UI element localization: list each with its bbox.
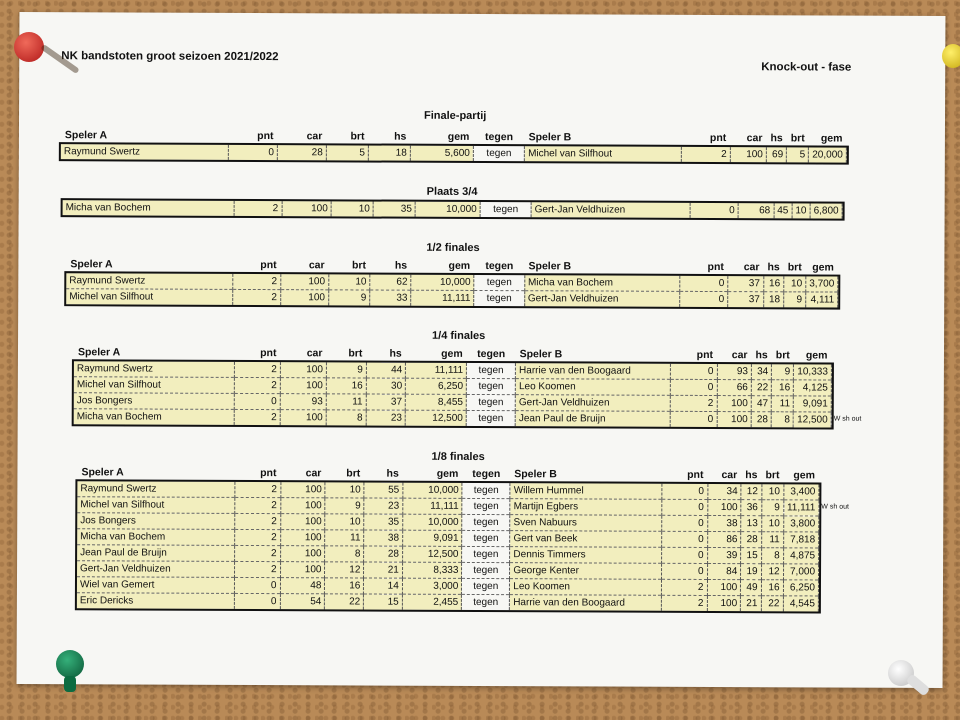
average-b: 7,000 (783, 564, 819, 580)
column-header-hs: hs (755, 349, 768, 362)
column-header-gem: gem (793, 469, 815, 482)
points-b: 0 (662, 547, 707, 563)
player-a: Raymund Swertz (74, 361, 234, 377)
turns-a: 16 (326, 378, 366, 394)
average-b: 3,400 (783, 484, 819, 500)
average-a: 11,111 (406, 363, 467, 379)
turns-b: 10 (761, 484, 783, 500)
player-b: Gert-Jan Veldhuizen (515, 395, 670, 412)
caramboles-a: 100 (280, 562, 325, 578)
column-header-gem: gem (447, 130, 470, 143)
caramboles-a: 100 (280, 290, 328, 306)
column-header-pnt: pnt (257, 130, 274, 143)
high-series-a: 62 (370, 275, 411, 291)
match-rows (61, 144, 847, 162)
section-title-halve: 1/2 finales (426, 241, 480, 254)
high-series-b: 49 (741, 580, 761, 596)
average-b: 4,545 (783, 596, 819, 612)
points-a: 2 (235, 545, 280, 561)
column-header-brt: brt (790, 132, 805, 145)
high-series-a: 21 (364, 562, 403, 578)
table-kwart (74, 345, 862, 427)
turns-b: 11 (772, 396, 794, 412)
versus-label: tegen (466, 410, 515, 426)
player-b: Martijn Egbers (510, 499, 662, 516)
high-series-b: 28 (751, 412, 771, 428)
column-header-hs: hs (767, 261, 780, 274)
yellow-pushpin-icon (942, 44, 960, 68)
column-header-hs: hs (394, 130, 407, 143)
average-b: 6,800 (810, 203, 842, 218)
points-b: 0 (671, 379, 717, 395)
player-a: Jos Bongers (74, 393, 234, 410)
average-a: 11,111 (411, 290, 474, 306)
column-header-gem: gem (805, 349, 828, 362)
points-a: 0 (235, 593, 280, 609)
table-row (61, 144, 847, 162)
caramboles-b: 93 (717, 364, 752, 380)
versus-label: tegen (473, 146, 524, 161)
points-b: 2 (662, 579, 707, 595)
column-header-pnt: pnt (707, 260, 724, 274)
average-a: 12,500 (402, 546, 462, 562)
high-series-b: 21 (741, 596, 761, 612)
high-series-b: 28 (741, 532, 761, 548)
player-b: Michel van Silfhout (525, 146, 682, 162)
caramboles-a: 100 (281, 274, 329, 290)
versus-label: tegen (462, 562, 510, 578)
section-title-kwart: 1/4 finales (432, 329, 486, 343)
average-a: 8,455 (406, 394, 467, 410)
section-title-plaats34: Plaats 3/4 (426, 185, 478, 198)
column-header-speler_a: Speler A (77, 346, 121, 359)
points-b: 2 (681, 147, 730, 162)
player-a: Gert-Jan Veldhuizen (77, 561, 235, 578)
column-header-hs: hs (389, 347, 402, 360)
average-b: 9,091 (794, 396, 832, 412)
high-series-b: 12 (741, 484, 761, 500)
turns-a: 9 (328, 290, 369, 306)
average-b: 7,818 (783, 532, 819, 548)
high-series-b: 36 (741, 500, 761, 516)
average-b: 20,000 (809, 147, 847, 162)
caramboles-b: 100 (707, 595, 741, 611)
turns-a: 9 (325, 498, 364, 514)
points-b: 0 (662, 531, 707, 547)
player-b: Gert van Beek (510, 531, 662, 548)
column-header-brt: brt (787, 261, 802, 274)
caramboles-b: 100 (730, 147, 766, 162)
average-a: 10,000 (403, 514, 463, 530)
player-a: Micha van Bochem (74, 409, 234, 425)
turns-b: 5 (787, 147, 809, 162)
column-header-gem: gem (448, 259, 471, 272)
points-a: 2 (234, 377, 280, 393)
average-b: 3,700 (806, 276, 838, 292)
turns-a: 12 (325, 562, 364, 578)
column-header-brt: brt (348, 347, 363, 360)
match-rows (63, 200, 843, 218)
high-series-a: 44 (366, 362, 406, 378)
caramboles-b: 34 (707, 484, 741, 500)
average-a: 8,333 (402, 562, 462, 578)
points-a: 0 (228, 145, 277, 160)
player-a: Micha van Bochem (63, 200, 235, 216)
points-a: 0 (235, 577, 280, 593)
column-header-car: car (305, 467, 322, 480)
turns-b: 10 (784, 276, 806, 292)
section-title-achtste: 1/8 finales (431, 450, 485, 464)
turns-b: 22 (761, 596, 783, 612)
versus-label: tegen (462, 498, 510, 514)
points-b: 0 (662, 499, 707, 515)
column-header-car: car (306, 130, 323, 143)
caramboles-a: 100 (280, 362, 326, 378)
average-a: 3,000 (402, 578, 462, 594)
player-b: Jean Paul de Bruijn (515, 411, 670, 427)
results-sheet (17, 12, 946, 688)
column-header-hs: hs (770, 132, 783, 145)
high-series-b: 22 (751, 380, 771, 396)
points-a: 2 (235, 529, 280, 545)
red-pushpin-icon (14, 32, 44, 62)
average-a: 10,000 (415, 202, 480, 217)
caramboles-b: 100 (707, 579, 741, 595)
table-row (74, 409, 832, 428)
versus-label: tegen (462, 578, 510, 594)
versus-label: tegen (474, 290, 524, 306)
turns-a: 10 (328, 274, 369, 290)
turns-b: 9 (772, 364, 794, 380)
table-row (63, 200, 843, 218)
average-a: 11,111 (403, 498, 463, 514)
points-b: 0 (671, 364, 717, 380)
player-b: Harrie van den Boogaard (516, 363, 671, 379)
player-a: Jean Paul de Bruijn (77, 545, 235, 562)
turns-a: 8 (325, 546, 364, 562)
points-a: 2 (232, 274, 280, 290)
average-b: 10,333 (794, 364, 832, 380)
turns-a: 22 (325, 594, 364, 610)
column-header-pnt: pnt (709, 131, 727, 145)
player-a: Raymund Swertz (66, 273, 232, 289)
points-b: 0 (662, 515, 707, 531)
column-header-car: car (306, 347, 323, 360)
turns-a: 16 (325, 578, 364, 594)
turns-b: 8 (771, 412, 793, 428)
average-a: 5,600 (410, 146, 473, 161)
column-header-brt: brt (350, 130, 365, 143)
player-b: Leo Koomen (515, 379, 670, 396)
caramboles-b: 39 (707, 547, 741, 563)
green-pushpin-icon (56, 650, 84, 678)
points-a: 2 (235, 482, 280, 498)
caramboles-b: 100 (717, 396, 752, 412)
column-header-speler_a: Speler A (64, 129, 108, 142)
caramboles-a: 54 (280, 594, 325, 610)
match-rows (66, 273, 838, 307)
shootout-note: W sh out (833, 415, 862, 423)
average-a: 10,000 (411, 275, 474, 291)
caramboles-a: 100 (280, 530, 325, 546)
caramboles-b: 37 (728, 292, 764, 308)
points-a: 2 (235, 497, 280, 513)
player-a: Michel van Silfhout (74, 377, 234, 394)
column-header-brt: brt (351, 259, 367, 272)
player-a: Raymund Swertz (77, 481, 235, 497)
high-series-a: 23 (364, 498, 403, 514)
high-series-a: 37 (366, 394, 406, 410)
turns-a: 11 (325, 530, 364, 546)
column-header-gem: gem (812, 261, 834, 274)
high-series-a: 35 (364, 514, 403, 530)
high-series-b: 47 (751, 396, 771, 412)
column-header-pnt: pnt (687, 468, 704, 481)
player-b: Sven Nabuurs (510, 515, 662, 532)
versus-label: tegen (466, 378, 515, 394)
average-b: 12,500 W sh out (793, 412, 831, 428)
table-row (77, 593, 819, 612)
points-a: 0 (234, 393, 280, 409)
points-a: 2 (235, 561, 280, 577)
column-header-pnt: pnt (696, 348, 714, 362)
turns-b: 11 (761, 532, 783, 548)
turns-b: 9 (761, 500, 783, 516)
column-header-hs: hs (386, 467, 399, 480)
column-header-pnt: pnt (260, 259, 277, 272)
column-header-speler_b: Speler B (528, 260, 572, 273)
high-series-a: 28 (364, 546, 403, 562)
high-series-a: 30 (366, 378, 406, 394)
average-b: 4,125 (794, 380, 832, 396)
phase-label: Knock-out - fase (761, 61, 852, 74)
caramboles-b: 38 (707, 515, 741, 531)
versus-label: tegen (462, 530, 510, 546)
high-series-a: 23 (366, 410, 406, 426)
table-row (66, 289, 838, 308)
points-a: 2 (234, 201, 282, 216)
column-header-hs: hs (394, 259, 408, 272)
column-header-speler_a: Speler A (70, 258, 113, 271)
caramboles-b: 84 (707, 563, 741, 579)
average-a: 12,500 (405, 410, 466, 426)
player-a: Michel van Silfhout (77, 497, 235, 514)
high-series-a: 14 (364, 578, 403, 594)
column-header-hs: hs (745, 469, 758, 482)
high-series-b: 69 (766, 147, 786, 162)
caramboles-b: 66 (717, 380, 752, 396)
caramboles-a: 48 (280, 578, 325, 594)
player-b: Willem Hummel (510, 483, 662, 499)
caramboles-a: 100 (280, 514, 325, 530)
high-series-b: 45 (774, 203, 792, 218)
column-header-brt: brt (765, 469, 780, 482)
column-header-car: car (743, 261, 760, 274)
caramboles-b: 100 (717, 412, 752, 428)
section-title-finale: Finale-partij (423, 109, 487, 123)
player-b: George Kenter (510, 563, 662, 580)
turns-b: 10 (761, 516, 783, 532)
table-achtste (77, 465, 849, 611)
versus-label: tegen (462, 514, 510, 530)
average-b: 4,875 (783, 548, 819, 564)
points-a: 2 (234, 409, 280, 425)
player-a: Eric Dericks (77, 593, 235, 609)
points-b: 0 (662, 484, 707, 500)
caramboles-a: 100 (280, 546, 325, 562)
caramboles-a: 93 (280, 394, 326, 410)
points-b: 0 (671, 411, 717, 427)
column-header-speler_b: Speler B (519, 348, 563, 361)
points-b: 0 (680, 291, 728, 307)
column-header-brt: brt (775, 349, 790, 362)
shootout-note: W sh out (821, 503, 849, 511)
versus-label: tegen (474, 275, 524, 291)
caramboles-b: 86 (707, 531, 741, 547)
turns-b: 9 (784, 292, 806, 308)
caramboles-a: 100 (280, 498, 325, 514)
turns-a: 8 (326, 410, 366, 426)
match-rows (77, 481, 849, 611)
column-header-pnt: pnt (260, 347, 277, 360)
column-header-gem: gem (436, 467, 459, 480)
turns-b: 16 (772, 380, 794, 396)
versus-label: tegen (462, 546, 510, 562)
turns-b: 16 (761, 580, 783, 596)
high-series-b: 18 (763, 292, 783, 308)
high-series-a: 38 (364, 530, 403, 546)
column-header-pnt: pnt (260, 467, 277, 480)
points-b: 0 (690, 203, 738, 218)
points-a: 2 (235, 513, 280, 529)
average-b: 3,800 (783, 516, 819, 532)
player-a: Wiel van Gemert (77, 577, 235, 594)
column-header-tegen: tegen (485, 260, 514, 273)
match-rows (74, 361, 862, 427)
player-a: Micha van Bochem (77, 529, 235, 546)
turns-b: 8 (761, 548, 783, 564)
versus-label: tegen (467, 363, 516, 379)
column-header-speler_b: Speler B (514, 468, 557, 481)
column-header-car: car (746, 132, 763, 145)
sheet-title: NK bandstoten groot seizoen 2021/2022 (61, 50, 279, 64)
caramboles-a: 100 (280, 482, 325, 498)
high-series-a: 18 (368, 146, 410, 161)
high-series-b: 19 (741, 564, 761, 580)
turns-a: 10 (325, 514, 364, 530)
turns-a: 11 (326, 394, 366, 410)
points-a: 2 (232, 289, 280, 305)
player-b: Leo Koomen (510, 579, 662, 596)
column-header-car: car (731, 349, 748, 362)
average-a: 6,250 (406, 378, 467, 394)
column-header-car: car (308, 259, 325, 272)
high-series-b: 13 (741, 516, 761, 532)
points-b: 2 (662, 595, 707, 611)
caramboles-a: 100 (280, 410, 326, 426)
column-header-speler_b: Speler B (528, 131, 572, 144)
turns-a: 10 (331, 201, 373, 216)
caramboles-b: 37 (728, 276, 764, 292)
column-header-brt: brt (346, 467, 361, 480)
green-pushpin-stem (64, 676, 76, 692)
high-series-b: 16 (763, 276, 783, 292)
average-b: 4,111 (806, 292, 838, 308)
caramboles-a: 100 (282, 201, 332, 216)
table-halve (66, 257, 838, 307)
high-series-a: 35 (373, 202, 415, 217)
caramboles-a: 100 (280, 378, 326, 394)
player-a: Michel van Silfhout (66, 289, 232, 305)
table-finale (61, 128, 847, 162)
column-header-car: car (721, 469, 738, 482)
column-header-tegen: tegen (477, 347, 506, 361)
turns-a: 10 (325, 482, 364, 498)
high-series-a: 15 (364, 594, 403, 610)
points-b: 2 (671, 395, 717, 411)
average-a: 2,455 (402, 594, 462, 610)
caramboles-b: 100 (707, 499, 741, 515)
versus-label: tegen (480, 202, 531, 217)
points-a: 2 (234, 362, 280, 378)
versus-label: tegen (462, 483, 510, 499)
points-b: 0 (662, 563, 707, 579)
player-b: Dennis Timmers (510, 547, 662, 564)
player-a: Raymund Swertz (61, 144, 229, 160)
column-header-speler_a: Speler A (81, 466, 124, 479)
table-plaats34 (63, 200, 843, 218)
high-series-a: 55 (364, 482, 403, 498)
high-series-b: 34 (751, 364, 771, 380)
turns-a: 9 (326, 362, 366, 378)
player-b: Harrie van den Boogaard (510, 595, 662, 611)
turns-b: 10 (792, 203, 810, 218)
player-b: Gert-Jan Veldhuizen (531, 202, 690, 218)
points-b: 0 (680, 276, 728, 292)
versus-label: tegen (466, 394, 515, 410)
versus-label: tegen (462, 594, 510, 610)
high-series-a: 33 (370, 290, 411, 306)
column-header-gem: gem (820, 132, 843, 145)
player-a: Jos Bongers (77, 513, 235, 530)
average-b: 6,250 (783, 580, 819, 596)
average-b: 11,111 W sh out (783, 500, 819, 516)
column-header-gem: gem (441, 347, 463, 360)
column-header-tegen: tegen (484, 131, 514, 144)
turns-b: 12 (761, 564, 783, 580)
caramboles-b: 68 (738, 203, 774, 218)
player-b: Gert-Jan Veldhuizen (524, 291, 679, 307)
high-series-b: 15 (741, 548, 761, 564)
column-header-tegen: tegen (472, 467, 501, 481)
caramboles-a: 28 (277, 145, 326, 160)
average-a: 9,091 (402, 530, 462, 546)
player-b: Micha van Bochem (524, 275, 679, 291)
turns-a: 5 (326, 145, 368, 160)
average-a: 10,000 (403, 483, 463, 499)
